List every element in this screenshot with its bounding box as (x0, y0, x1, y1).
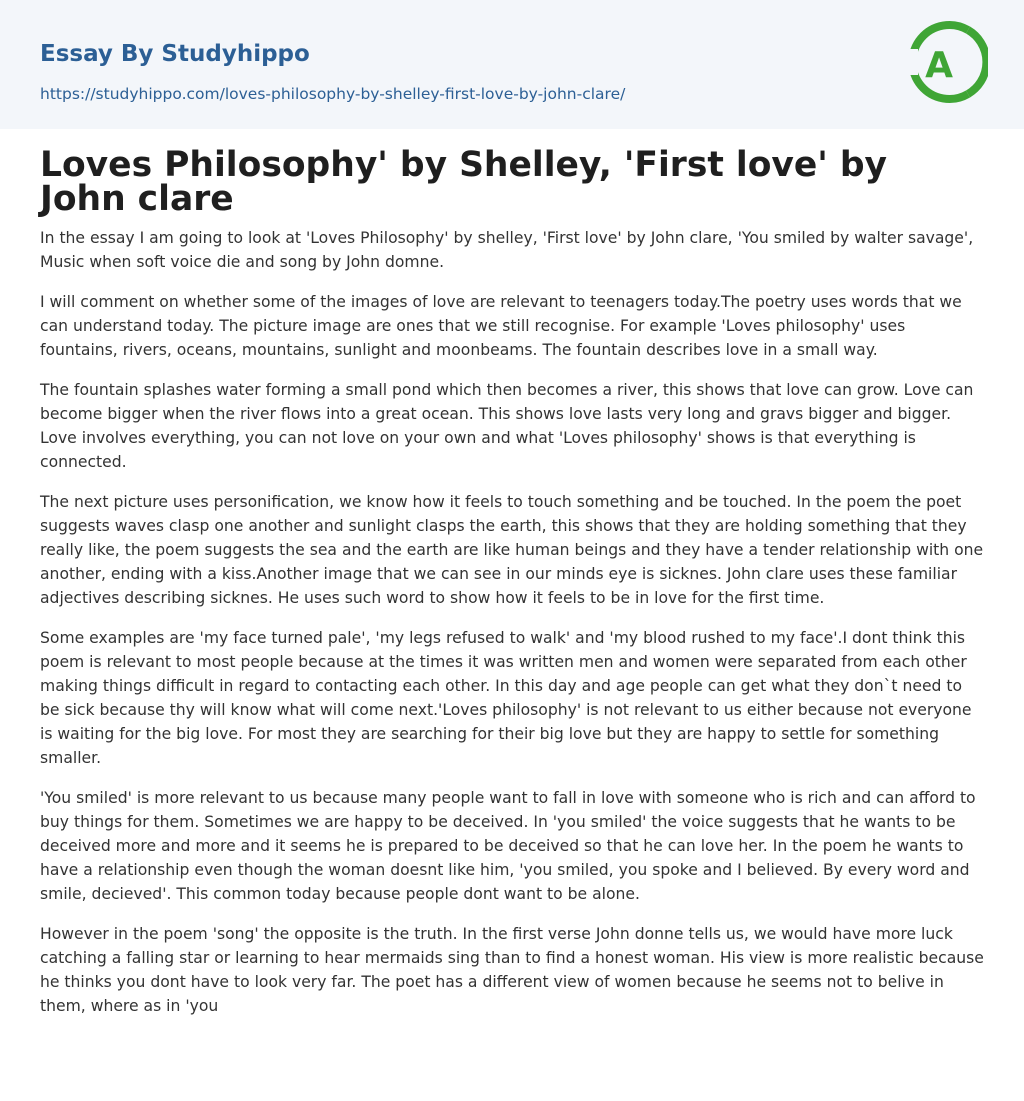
studyhippo-logo-icon[interactable] (906, 18, 988, 106)
site-header (0, 0, 1024, 129)
essay-paragraph: Some examples are 'my face turned pale', 'my legs refused to walk' and 'my blood rushed to my face'.I dont think this poem is relevant to most people because at the times it was written men and women were separated from each other making things difficult in regard to contacting each other. In this day and age people can get what they don`t need to be sick because thy will know what will come next.'Loves philosophy' is not relevant to us either because not everyone is waiting for the big love. For most they are searching for their big love but they are happy to settle for something smaller. (40, 629, 972, 767)
essay-source-link[interactable]: https://studyhippo.com/loves-philosophy-by-shelley-first-love-by-john-clare/ (40, 85, 626, 103)
logo-letter: A (925, 45, 953, 86)
essay-paragraph: The next picture uses personification, we know how it feels to touch something and be touched. In the poem the poet suggests waves clasp one another and sunlight clasps the earth, this shows that they are holding something that they really like, the poem suggests the sea and the earth are like human beings and they have a tender relationship with one another, ending with a kiss.Another image that we can see in our minds eye is sicknes. John clare uses these familiar adjectives describing sicknes. He uses such word to show how it feels to be in love for the first time. (40, 493, 984, 607)
essay-paragraph: In the essay I am going to look at 'Loves Philosophy' by shelley, 'First love' by John clare, 'You smiled by walter savage', Music when soft voice die and song by John domne. (40, 229, 974, 271)
essay-paragraph: The fountain splashes water forming a small pond which then becomes a river, this shows that love can grow. Love can become bigger when the river flows into a great ocean. This shows love lasts very long and gravs bigger and bigger. Love involves everything, you can not love on your own and what 'Loves philosophy' shows is that everything is connected. (40, 381, 974, 471)
essay-paragraph: However in the poem 'song' the opposite is the truth. In the first verse John donne tells us, we would have more luck catching a falling star or learning to hear mermaids sing than to find a honest woman. His view is more realistic because he thinks you dont have to look very far. The poet has a different view of women because he seems not to belive in them, where as in 'you (40, 925, 984, 1015)
essay-paragraph: 'You smiled' is more relevant to us because many people want to fall in love with someone who is rich and can afford to buy things for them. Sometimes we are happy to be deceived. In 'you smiled' the voice suggests that he wants to be deceived more and more and it seems he is prepared to be deceived so that he can love her. In the poem he wants to have a relationship even though the woman doesnt like him, 'you smiled, you spoke and I believed. By every word and smile, decieved'. This common today because people dont want to be alone. (40, 789, 976, 903)
essay-title: Loves Philosophy' by Shelley, 'First love' by John clare (40, 145, 888, 219)
essay-paragraph: I will comment on whether some of the images of love are relevant to teenagers today.The poetry uses words that we can understand today. The picture image are ones that we still recognise. For example 'Loves philosophy' uses fountains, rivers, oceans, mountains, sunlight and moonbeams. The fountain describes love in a small way. (40, 293, 962, 359)
site-brand[interactable]: Essay By Studyhippo (40, 41, 310, 67)
essay-content (40, 145, 984, 1034)
essay-body (40, 226, 984, 1018)
